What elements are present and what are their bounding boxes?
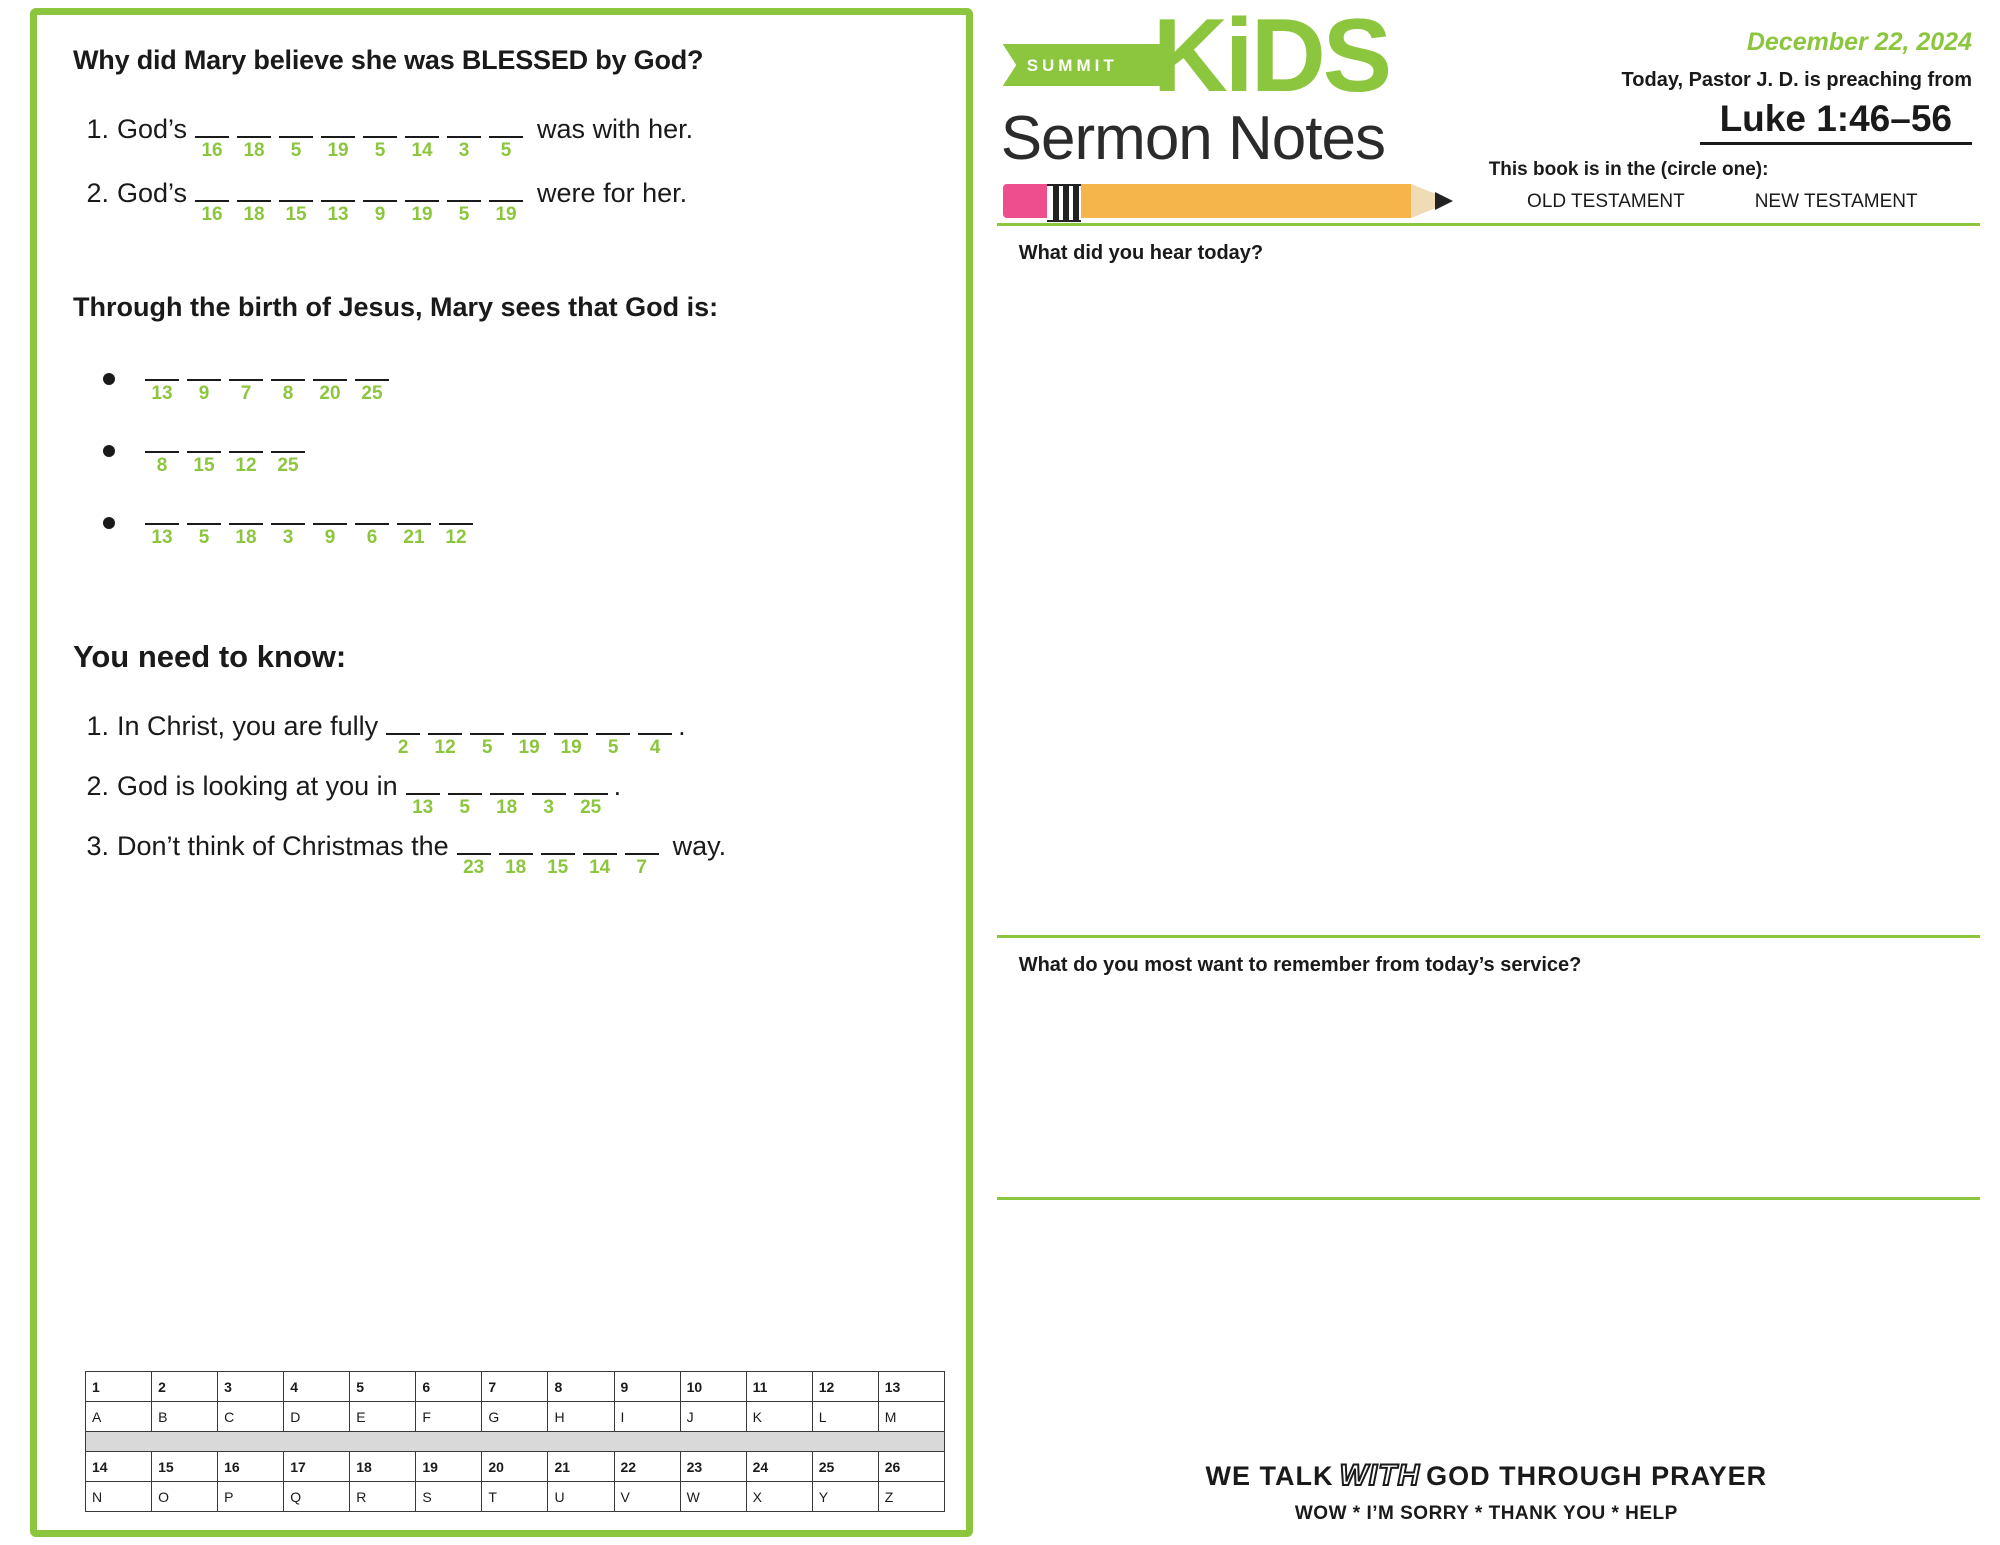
table-cell: S [416,1482,482,1512]
blank-code: 13 [151,527,173,548]
blank-code: 5 [290,140,302,161]
blank [583,831,617,877]
blank [145,357,179,403]
list-item [67,178,936,224]
blank [406,771,440,817]
blank-code: 20 [319,383,341,404]
blank-group[interactable] [141,429,309,475]
list-item [67,501,936,547]
blank-code: 5 [198,527,210,548]
footer-text-b: GOD THROUGH PRAYER [1426,1460,1768,1491]
option-old-testament[interactable]: OLD TESTAMENT [1527,191,1685,212]
blank [229,357,263,403]
table-cell: 1 [86,1372,152,1402]
table-cell [86,1432,945,1452]
blank [447,178,481,224]
blank-code: 12 [445,527,467,548]
footer-prayer-line [983,1459,1990,1493]
item-tail-text: . [613,771,622,801]
table-cell: D [284,1402,350,1432]
blank-code: 12 [235,455,257,476]
table-row [86,1372,945,1402]
blank-code: 21 [403,527,425,548]
table-cell: 4 [284,1372,350,1402]
blank-code: 25 [277,455,299,476]
table-row [86,1482,945,1512]
blank-code: 5 [607,737,619,758]
blank-code: 18 [243,204,265,225]
blank [574,771,608,817]
table-cell: 17 [284,1452,350,1482]
blank [279,178,313,224]
table-cell: 9 [614,1372,680,1402]
table-cell: 20 [482,1452,548,1482]
blank [541,831,575,877]
table-cell: R [350,1482,416,1512]
blank [532,771,566,817]
question-list [67,114,936,224]
table-cell: 2 [152,1372,218,1402]
blank-code: 18 [235,527,257,548]
item-tail-text: way. [672,831,727,861]
blank-group[interactable] [191,114,527,160]
footer [983,1459,1990,1525]
pencil-icon [1003,184,1453,218]
table-cell: 24 [746,1452,812,1482]
blank [638,711,672,757]
table-cell: 15 [152,1452,218,1482]
blank-code: 25 [580,797,602,818]
blank-code: 25 [361,383,383,404]
blank [489,178,523,224]
blank [321,114,355,160]
blank-code: 5 [481,737,493,758]
blank-code: 5 [458,204,470,225]
cipher-key-table [85,1371,945,1512]
table-cell: G [482,1402,548,1432]
table-cell: U [548,1482,614,1512]
blank [321,178,355,224]
footer-text-a: WE TALK [1205,1460,1334,1491]
preacher-line: Today, Pastor J. D. is preaching from [1621,69,1972,91]
table-row [86,1452,945,1482]
question-heading: Why did Mary believe she was BLESSED by God? [73,45,704,75]
blank [195,178,229,224]
item-lead-text: In Christ, you are fully [117,711,379,741]
prompt-remember: What do you most want to remember from today’s service? [1018,954,1582,976]
table-cell: C [218,1402,284,1432]
blank-code: 9 [374,204,386,225]
table-cell: B [152,1402,218,1432]
blank [447,114,481,160]
bullet-list [67,357,936,547]
blank [363,114,397,160]
blank-code: 15 [285,204,307,225]
blank [271,501,305,547]
blank-code: 19 [518,737,540,758]
table-cell: 22 [614,1452,680,1482]
blank-code: 14 [411,140,433,161]
table-cell: O [152,1482,218,1512]
blank-code: 4 [649,737,661,758]
blank-code: 13 [151,383,173,404]
table-cell: 3 [218,1372,284,1402]
table-cell: 16 [218,1452,284,1482]
answer-area-remember[interactable] [983,977,1990,1187]
table-cell: 23 [680,1452,746,1482]
scripture-passage: Luke 1:46–56 [1700,98,1972,145]
blank-code: 8 [156,455,168,476]
blank [499,831,533,877]
list-item [67,711,936,757]
table-cell: E [350,1402,416,1432]
table-cell: 26 [878,1452,944,1482]
table-cell: 5 [350,1372,416,1402]
table-cell: Y [812,1482,878,1512]
blank-code: 9 [324,527,336,548]
blank [279,114,313,160]
table-cell: T [482,1482,548,1512]
blank-code: 15 [193,455,215,476]
blank-code: 5 [459,797,470,818]
table-cell: 8 [548,1372,614,1402]
blank-code: 16 [201,204,223,225]
blank [355,501,389,547]
list-item [67,771,936,817]
blank-code: 18 [505,857,527,878]
blank [271,357,305,403]
table-cell: Q [284,1482,350,1512]
blank [470,711,504,757]
testament-options [1483,191,1972,213]
table-cell: 10 [680,1372,746,1402]
service-date: December 22, 2024 [1746,28,1972,56]
table-cell: 14 [86,1452,152,1482]
notes-panel [983,0,1990,1537]
banner-label: SUMMIT [1026,56,1118,75]
blank [313,357,347,403]
list-item [67,429,936,475]
table-cell: 11 [746,1372,812,1402]
item-number: 3. [86,831,109,861]
blank-code: 19 [495,204,517,225]
blank [397,501,431,547]
table-cell: W [680,1482,746,1512]
table-row-spacer [86,1432,945,1452]
item-number: 2. [86,178,109,208]
answer-area-hear-today[interactable] [983,265,1990,925]
blank [457,831,491,877]
blank [489,114,523,160]
table-cell: J [680,1402,746,1432]
logo [993,0,1483,173]
blank-code: 6 [366,527,378,548]
blank [187,357,221,403]
blank [187,429,221,475]
item-lead-text: Don’t think of Christmas the [117,831,449,861]
blank-code: 19 [560,737,582,758]
blank [229,501,263,547]
blank-code: 3 [543,797,554,818]
section-heading: Through the birth of Jesus, Mary sees that God is: [73,292,719,322]
divider-top [997,223,1980,226]
header [983,0,1990,213]
item-number: 2. [86,771,109,801]
blank [439,501,473,547]
table-cell: X [746,1482,812,1512]
blank [386,711,420,757]
blank [229,429,263,475]
table-cell: 21 [548,1452,614,1482]
blank-group[interactable] [141,357,393,403]
blank-code: 16 [201,140,223,161]
table-cell: 19 [416,1452,482,1482]
blank-code: 9 [198,383,210,404]
table-cell: 25 [812,1452,878,1482]
table-cell: L [812,1402,878,1432]
blank [187,501,221,547]
item-lead-text: God’s [117,178,188,208]
blank-code: 5 [374,140,386,161]
blank-group[interactable] [453,831,663,877]
service-meta [1483,16,1972,213]
footer-text-with: WITH [1339,1459,1421,1492]
option-new-testament[interactable]: NEW TESTAMENT [1754,191,1918,212]
blank-code: 7 [636,857,647,878]
list-item [67,831,936,877]
blank-group[interactable] [402,771,612,817]
circle-one-label: This book is in the (circle one): [1488,159,1769,180]
table-cell: 13 [878,1372,944,1402]
activity-panel [30,8,973,1537]
know-list [67,711,936,877]
table-cell: M [878,1402,944,1432]
item-tail-text: . [678,711,686,741]
item-number: 1. [86,114,109,144]
item-number: 1. [86,711,109,741]
table-cell: 18 [350,1452,416,1482]
item-lead-text: God’s [117,114,188,144]
blank-code: 2 [397,737,409,758]
blank [363,178,397,224]
blank [237,114,271,160]
blank-code: 3 [458,140,470,161]
blank-code: 19 [411,204,433,225]
blank-code: 18 [496,797,518,818]
blank [145,429,179,475]
table-cell: F [416,1402,482,1432]
table-cell: 12 [812,1372,878,1402]
list-item [67,357,936,403]
table-cell: H [548,1402,614,1432]
blank-code: 13 [327,204,349,225]
item-tail-text: were for her. [537,178,688,208]
blank [512,711,546,757]
prompt-hear-today: What did you hear today? [1018,242,1264,264]
table-cell: 7 [482,1372,548,1402]
table-cell: I [614,1402,680,1432]
blank-code: 18 [243,140,265,161]
logo-sermon-notes-text: Sermon Notes [1000,104,1385,173]
blank-code: 5 [500,140,512,161]
table-cell: K [746,1402,812,1432]
list-item [67,114,936,160]
blank [145,501,179,547]
blank [554,711,588,757]
blank-group[interactable] [382,711,676,757]
blank [237,178,271,224]
footer-prayer-steps: WOW * I’M SORRY * THANK YOU * HELP [1294,1503,1678,1524]
blank [625,831,659,877]
blank-code: 3 [282,527,294,548]
divider-middle [997,935,1980,938]
bullet-dot [103,517,115,529]
table-cell: V [614,1482,680,1512]
blank [405,114,439,160]
item-tail-text: was with her. [537,114,694,144]
blank [428,711,462,757]
blank [405,178,439,224]
blank-code: 23 [463,857,485,878]
blank [271,429,305,475]
bullet-dot [103,445,115,457]
blank-code: 14 [589,857,611,878]
blank-code: 19 [327,140,349,161]
blank [355,357,389,403]
blank-code: 15 [547,857,569,878]
blank [596,711,630,757]
blank [490,771,524,817]
table-cell: P [218,1482,284,1512]
table-cell: A [86,1402,152,1432]
blank-group[interactable] [191,178,527,224]
table-cell: N [86,1482,152,1512]
bullet-dot [103,373,115,385]
table-cell: 6 [416,1372,482,1402]
blank [195,114,229,160]
divider-bottom [997,1197,1980,1200]
blank-code: 8 [282,383,294,404]
blank-code: 7 [240,383,252,404]
blank [313,501,347,547]
logo-kids-text: KiDS [1152,0,1390,114]
blank-group[interactable] [141,501,477,547]
table-cell: Z [878,1482,944,1512]
blank-code: 12 [434,737,456,758]
item-lead-text: God is looking at you in [117,771,398,801]
table-row [86,1402,945,1432]
blank-code: 13 [412,797,434,818]
blank [448,771,482,817]
know-heading: You need to know: [73,639,347,674]
